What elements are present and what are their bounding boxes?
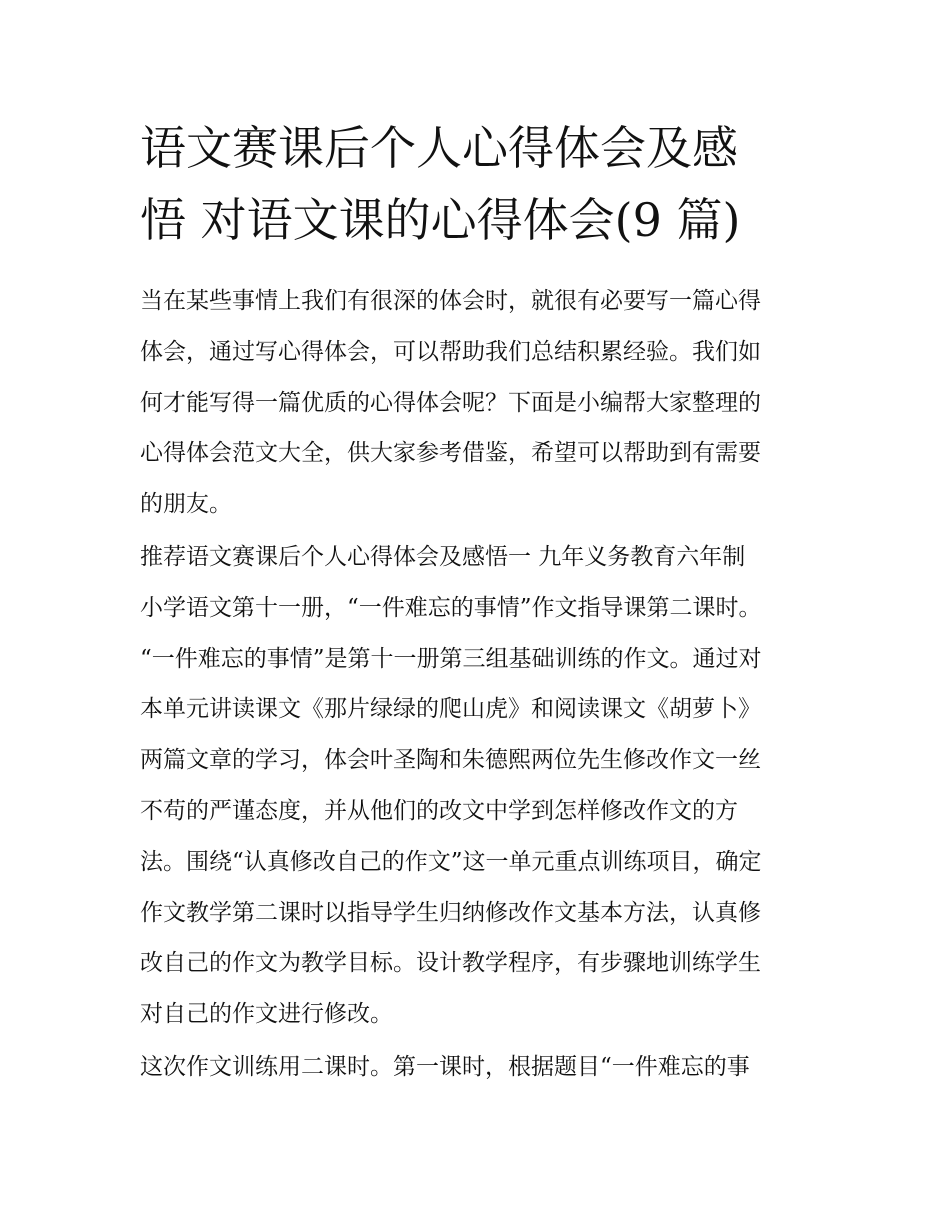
text-line: 本单元讲读课文《那片绿绿的爬山虎》和阅读课文《胡萝卜》 [140, 696, 761, 723]
paragraph-lesson-plan [140, 1042, 820, 1093]
text-line: 对自己的作文进行修改。 [140, 1001, 393, 1028]
document-title [140, 112, 820, 256]
text-line: 体会，通过写心得体会，可以帮助我们总结积累经验。我们如 [140, 338, 761, 365]
text-line: 推荐语文赛课后个人心得体会及感悟一 九年义务教育六年制 [140, 543, 746, 570]
text-line: 的朋友。 [140, 491, 232, 518]
text-line: 法。围绕“认真修改自己的作文”这一单元重点训练项目，确定 [140, 848, 762, 875]
paragraph-intro [140, 276, 820, 530]
text-line: 不苟的严谨态度，并从他们的改文中学到怎样修改作文的方 [140, 797, 738, 824]
text-line: 作文教学第二课时以指导学生归纳修改作文基本方法，认真修 [140, 899, 761, 926]
text-line: 改自己的作文为教学目标。设计教学程序，有步骤地训练学生 [140, 950, 761, 977]
text-line: 心得体会范文大全，供大家参考借鉴，希望可以帮助到有需要 [140, 440, 761, 467]
text-line: “一件难忘的事情”是第十一册第三组基础训练的作文。通过对 [140, 645, 762, 672]
text-line: 何才能写得一篇优质的心得体会呢？下面是小编帮大家整理的 [140, 389, 761, 416]
title-line: 语文赛课后个人心得体会及感 [140, 121, 738, 175]
text-line: 这次作文训练用二课时。第一课时，根据题目“一件难忘的事 [140, 1053, 750, 1080]
text-line: 当在某些事情上我们有很深的体会时，就很有必要写一篇心得 [140, 288, 761, 314]
document-body [140, 276, 820, 1095]
paragraph-first-essay [140, 532, 820, 1040]
text-line: 小学语文第十一册，“一件难忘的事情”作文指导课第二课时。 [140, 594, 762, 621]
title-line: 悟 对语文课的心得体会(9 篇) [140, 193, 741, 247]
text-line: 两篇文章的学习，体会叶圣陶和朱德熙两位先生修改作文一丝 [140, 747, 761, 774]
